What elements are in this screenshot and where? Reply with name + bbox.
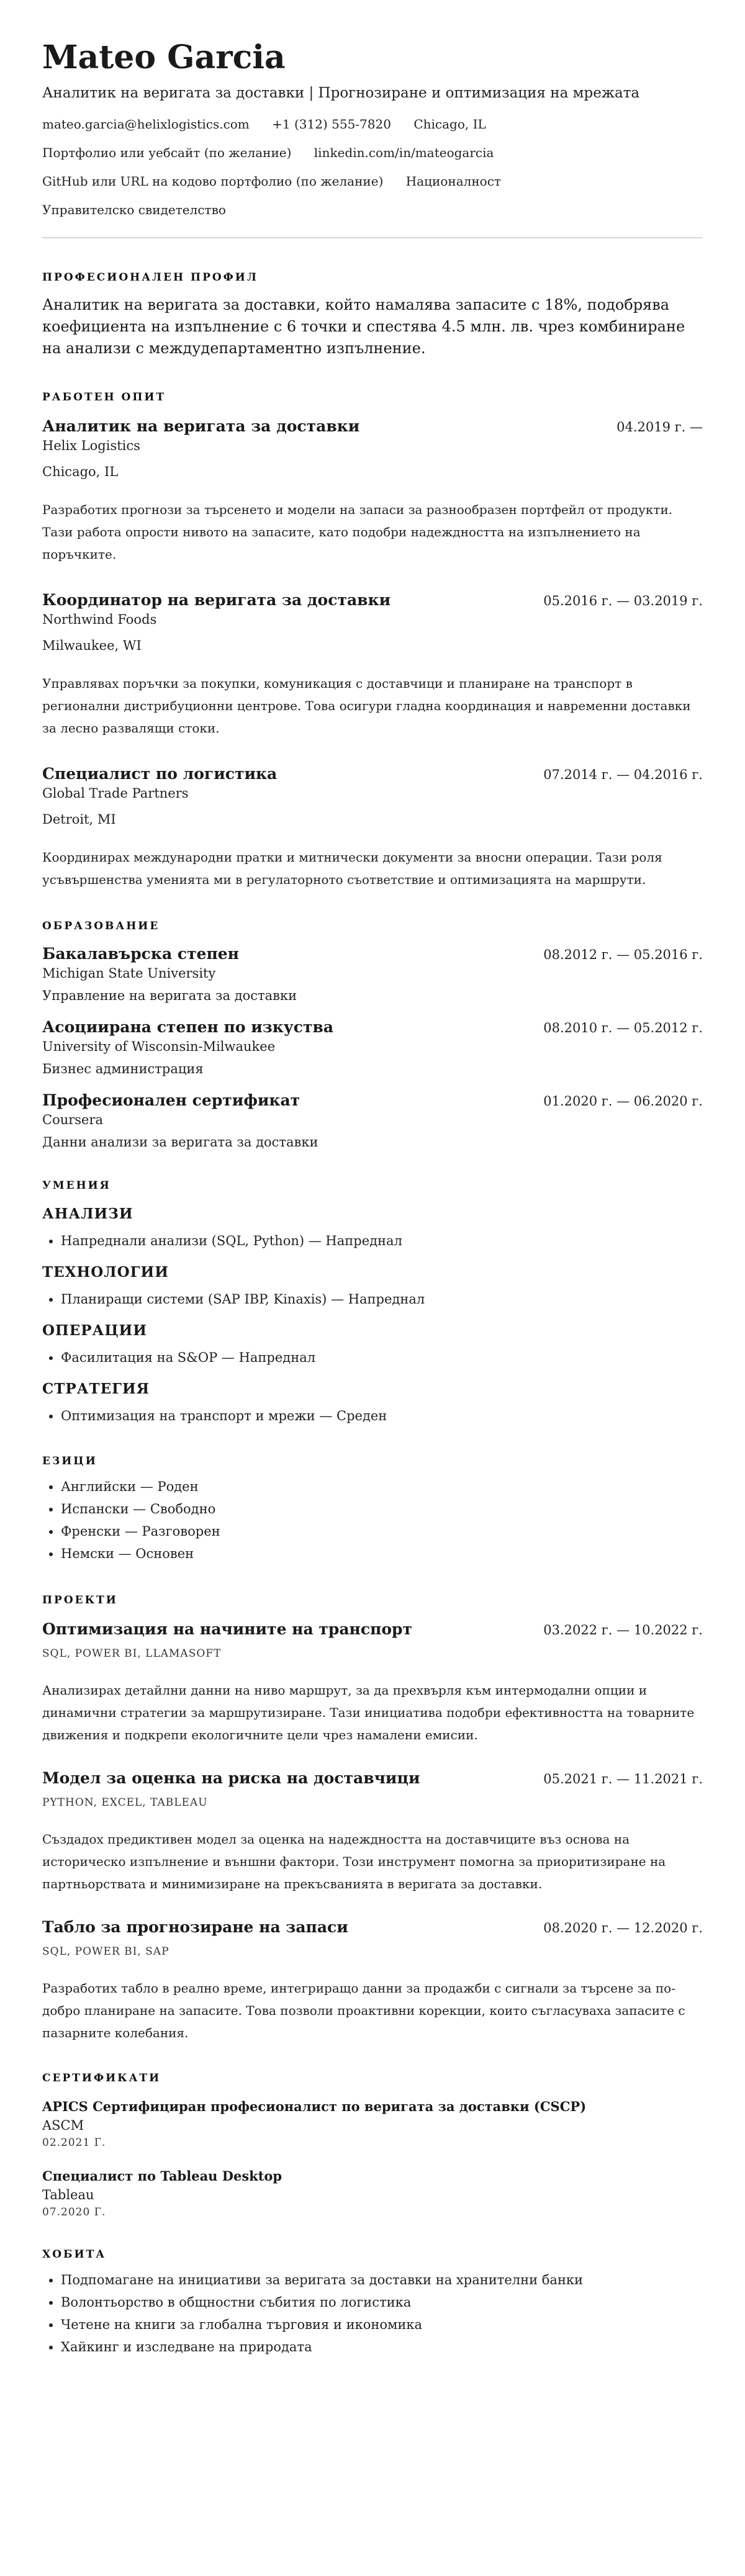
company-name: Northwind Foods <box>42 612 157 627</box>
project-name: Оптимизация на начините на транспорт <box>42 1620 413 1638</box>
field-of-study: Бизнес администрация <box>42 1061 204 1076</box>
linkedin-link[interactable]: linkedin.com/in/mateogarcia <box>314 145 494 160</box>
education-entry <box>42 944 703 1005</box>
job-description: Координирах международни пратки и митнически документи за вносни операции. Тази роля усъвършенства уменията ми в регулаторното съответствие и оптимизацията на маршрути. <box>42 850 662 887</box>
job-dates: 07.2014 г. — 04.2016 г. <box>543 767 703 782</box>
contact-row-links <box>42 144 703 161</box>
experience-entry <box>42 417 703 565</box>
education-section <box>42 919 703 1151</box>
education-dates: 08.2010 г. — 05.2012 г. <box>543 1020 703 1035</box>
project-description: Анализирах детайлни данни на ниво маршрут, за да прехвърля към интермодални опции и динамични стратегии за маршрутизиране. Тази инициатива подобри ефективността на товарните движения и подкрепи екологичните цели чрез намалени емисии. <box>42 1683 695 1742</box>
header-divider <box>42 237 703 238</box>
language-item: • Френски — Разговорен <box>61 1520 703 1542</box>
email-link[interactable]: mateo.garcia@helixlogistics.com <box>42 117 250 132</box>
profile-title: ПРОФЕСИОНАЛЕН ПРОФИЛ <box>42 271 258 284</box>
skill-item: • Напреднали анализи (SQL, Python) — Напреднал <box>61 1230 703 1252</box>
hobby-item: • Четене на книги за глобална търговия и икономика <box>61 2313 703 2336</box>
phone-number[interactable]: +1 (312) 555-7820 <box>272 117 391 132</box>
school-name: Michigan State University <box>42 966 216 981</box>
certificate-entry <box>42 2097 703 2151</box>
project-tech: PYTHON, EXCEL, TABLEAU <box>42 1796 208 1809</box>
project-entry <box>42 1917 703 2044</box>
location-text: Chicago, IL <box>413 117 486 132</box>
experience-title: РАБОТЕН ОПИТ <box>42 391 166 403</box>
portfolio-link[interactable]: Портфолио или уебсайт (по желание) <box>42 145 292 160</box>
certificate-name: Специалист по Tableau Desktop <box>42 2168 282 2184</box>
certificates-title: СЕРТИФИКАТИ <box>42 2072 161 2084</box>
company-name: Helix Logistics <box>42 438 140 453</box>
language-item: • Испански — Свободно <box>61 1498 703 1520</box>
skill-category: ТЕХНОЛОГИИ <box>42 1264 169 1281</box>
skill-item: • Фасилитация на S&OP — Напреднал <box>61 1346 703 1369</box>
field-of-study: Управление на веригата за доставки <box>42 988 297 1003</box>
skill-group <box>42 1263 703 1310</box>
nationality-text: Националност <box>405 174 501 189</box>
certificate-name: APICS Сертифициран професионалист по веригата за доставки (CSCP) <box>42 2099 587 2114</box>
degree-title: Бакалавърска степен <box>42 945 239 963</box>
job-title: Специалист по логистика <box>42 765 278 783</box>
license-text: Управителско свидетелство <box>42 202 226 217</box>
job-description: Управлявах поръчки за покупки, комуникация с доставчици и планиране на транспорт в регионални дистрибуционни центрове. Това осигури гладна координация и навременни доставки за лесно развалящи стоки. <box>42 676 691 736</box>
education-entry <box>42 1017 703 1078</box>
degree-title: Асоциирана степен по изкуства <box>42 1018 334 1036</box>
education-dates: 08.2012 г. — 05.2016 г. <box>543 947 703 962</box>
projects-section <box>42 1593 703 2044</box>
job-title: Координатор на веригата за доставки <box>42 591 391 609</box>
contact-row-license <box>42 201 703 218</box>
hobby-item: • Подпомагане на инициативи за веригата за доставки на хранителни банки <box>61 2269 703 2291</box>
company-name: Global Trade Partners <box>42 786 189 801</box>
languages-title: ЕЗИЦИ <box>42 1455 97 1467</box>
skills-section <box>42 1179 703 1427</box>
project-dates: 08.2020 г. — 12.2020 г. <box>543 1921 703 1935</box>
degree-title: Професионален сертификат <box>42 1091 300 1109</box>
education-title: ОБРАЗОВАНИЕ <box>42 920 160 932</box>
skill-category: СТРАТЕГИЯ <box>42 1380 150 1397</box>
job-title: Аналитик на веригата за доставки <box>42 417 360 435</box>
hobbies-title: ХОБИТА <box>42 2248 107 2261</box>
contact-row-primary <box>42 115 703 133</box>
headline: Аналитик на веригата за доставки | Прогнозиране и оптимизация на мрежата <box>42 85 640 101</box>
certificates-section <box>42 2071 703 2220</box>
projects-title: ПРОЕКТИ <box>42 1594 118 1606</box>
candidate-name: Mateo Garcia <box>42 38 286 76</box>
skill-category: ОПЕРАЦИИ <box>42 1322 147 1339</box>
hobby-item: • Хайкинг и изследване на природата <box>61 2336 703 2358</box>
skill-group <box>42 1322 703 1369</box>
field-of-study: Данни анализи за веригата за доставки <box>42 1135 318 1150</box>
github-link[interactable]: GitHub или URL на кодово портфолио (по желание) <box>42 174 384 189</box>
language-item: • Английски — Роден <box>61 1475 703 1498</box>
school-name: University of Wisconsin-Milwaukee <box>42 1039 276 1054</box>
certificate-issuer: Tableau <box>42 2187 94 2202</box>
languages-section <box>42 1454 703 1565</box>
project-dates: 03.2022 г. — 10.2022 г. <box>543 1623 703 1637</box>
project-entry <box>42 1768 703 1895</box>
project-description: Създадох предиктивен модел за оценка на надеждността на доставчиците въз основа на историческо изпълнение и външни фактори. Този инструмент помогна за приоритизиране на партньорствата и минимизиране на прекъсванията в веригата за доставки. <box>42 1832 666 1891</box>
certificate-entry <box>42 2167 703 2220</box>
project-tech: SQL, POWER BI, LLAMASOFT <box>42 1647 222 1660</box>
skill-group <box>42 1205 703 1252</box>
experience-entry <box>42 590 703 739</box>
project-name: Модел за оценка на риска на доставчици <box>42 1769 420 1787</box>
skill-category: АНАЛИЗИ <box>42 1205 133 1222</box>
experience-section <box>42 390 703 891</box>
project-description: Разработих табло в реално време, интегриращо данни за продажби с сигнали за търсене за по-добро планиране на запасите. Това позволи проактивни корекции, които съгласуваха запасите с пазарните колебания. <box>42 1981 685 2040</box>
hobby-item: • Волонтьорство в общностни събития по логистика <box>61 2291 703 2313</box>
project-dates: 05.2021 г. — 11.2021 г. <box>543 1772 703 1786</box>
profile-summary: Аналитик на веригата за доставки, който намалява запасите с 18%, подобрява коефициента на изпълнение с 6 точки и спестява 4.5 млн. лв. чрез комбиниране на анализи с междудепартаментно изпълнение. <box>42 296 685 357</box>
certificate-issuer: ASCM <box>42 2118 84 2133</box>
hobbies-section <box>42 2248 703 2358</box>
job-description: Разработих прогнози за търсенето и модели на запаси за разнообразен портфейл от продукти. Тази работа опрости нивото на запасите, като подобри надеждността на изпълнението на поръчките. <box>42 502 673 562</box>
project-name: Табло за прогнозиране на запаси <box>42 1918 348 1936</box>
project-tech: SQL, POWER BI, SAP <box>42 1945 169 1958</box>
profile-section <box>42 271 703 359</box>
job-location: Chicago, IL <box>42 464 119 479</box>
education-dates: 01.2020 г. — 06.2020 г. <box>543 1094 703 1109</box>
skills-title: УМЕНИЯ <box>42 1179 111 1192</box>
language-item: • Немски — Основен <box>61 1542 703 1565</box>
skill-item: • Планиращи системи (SAP IBP, Kinaxis) — Напреднал <box>61 1288 703 1310</box>
job-dates: 04.2019 г. — <box>616 420 703 435</box>
skill-group <box>42 1380 703 1427</box>
contact-row-extra <box>42 173 703 190</box>
certificate-date: 07.2020 Г. <box>42 2206 106 2218</box>
school-name: Coursera <box>42 1112 104 1127</box>
certificate-date: 02.2021 Г. <box>42 2137 106 2149</box>
education-entry <box>42 1091 703 1151</box>
job-dates: 05.2016 г. — 03.2019 г. <box>543 593 703 608</box>
job-location: Milwaukee, WI <box>42 638 142 653</box>
project-entry <box>42 1619 703 1746</box>
job-location: Detroit, MI <box>42 812 116 827</box>
skill-item: • Оптимизация на транспорт и мрежи — Среден <box>61 1405 703 1427</box>
experience-entry <box>42 764 703 891</box>
